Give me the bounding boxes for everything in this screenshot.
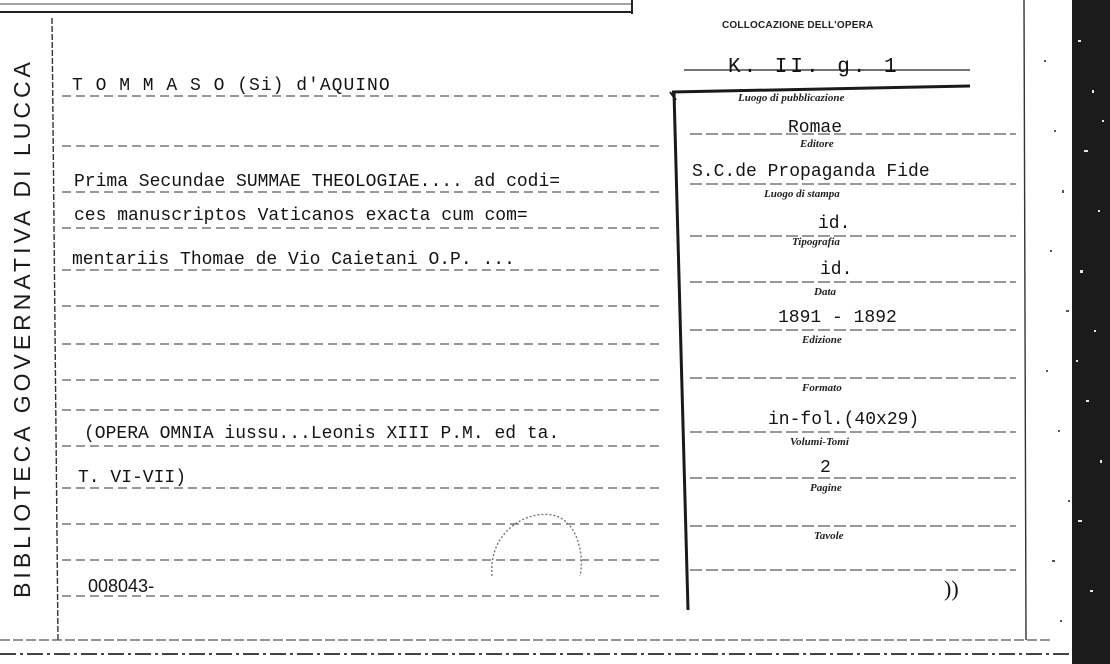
title-line-1: Prima Secundae SUMMAE THEOLOGIAE.... ad codi= <box>74 172 561 192</box>
field-label-data: Data <box>814 286 836 298</box>
field-label-pagine: Pagine <box>810 482 842 494</box>
field-value-luogo-stampa: id. <box>818 214 851 234</box>
collocation-title: COLLOCAZIONE DELL'OPERA <box>722 20 874 31</box>
field-label-formato: Formato <box>802 382 842 394</box>
shelfmark: K. II. g. 1 <box>728 56 900 79</box>
field-label-luogo-pubblicazione: Luogo di pubblicazione <box>738 92 845 104</box>
field-value-volumi-tomi: 2 <box>820 458 831 478</box>
series-line: (OPERA OMNIA iussu...Leonis XIII P.M. ed ta. <box>84 424 560 444</box>
field-value-editore: S.C.de Propaganda Fide <box>692 162 930 182</box>
author-heading: T O M M A S O (Si) d'AQUINO <box>72 76 391 96</box>
field-label-tipografia: Tipografia <box>792 236 840 248</box>
title-line-3: mentariis Thomae de Vio Caietani O.P. ... <box>72 250 515 270</box>
volume-line: T. VI-VII) <box>78 468 187 488</box>
handwritten-marks: )) <box>944 576 959 601</box>
title-line-2: ces manuscriptos Vaticanos exacta cum com= <box>74 206 528 226</box>
field-value-tipografia: id. <box>820 260 853 280</box>
field-value-formato: in-fol.(40x29) <box>768 410 920 430</box>
scan-edge-noise <box>1072 0 1110 664</box>
field-label-luogo-stampa: Luogo di stampa <box>764 188 840 200</box>
inventory-number: 008043- <box>88 576 155 596</box>
field-value-data: 1891 - 1892 <box>778 308 897 328</box>
field-label-editore: Editore <box>800 138 834 150</box>
field-value-luogo-pubblicazione: Romae <box>788 118 843 138</box>
library-name: BIBLIOTECA GOVERNATIVA DI LUCCA <box>9 58 35 598</box>
field-label-volumi-tomi: Volumi-Tomi <box>790 436 849 448</box>
field-label-edizione: Edizione <box>802 334 842 346</box>
field-label-tavole: Tavole <box>814 530 844 542</box>
scan-edge-speckle <box>1040 0 1076 664</box>
